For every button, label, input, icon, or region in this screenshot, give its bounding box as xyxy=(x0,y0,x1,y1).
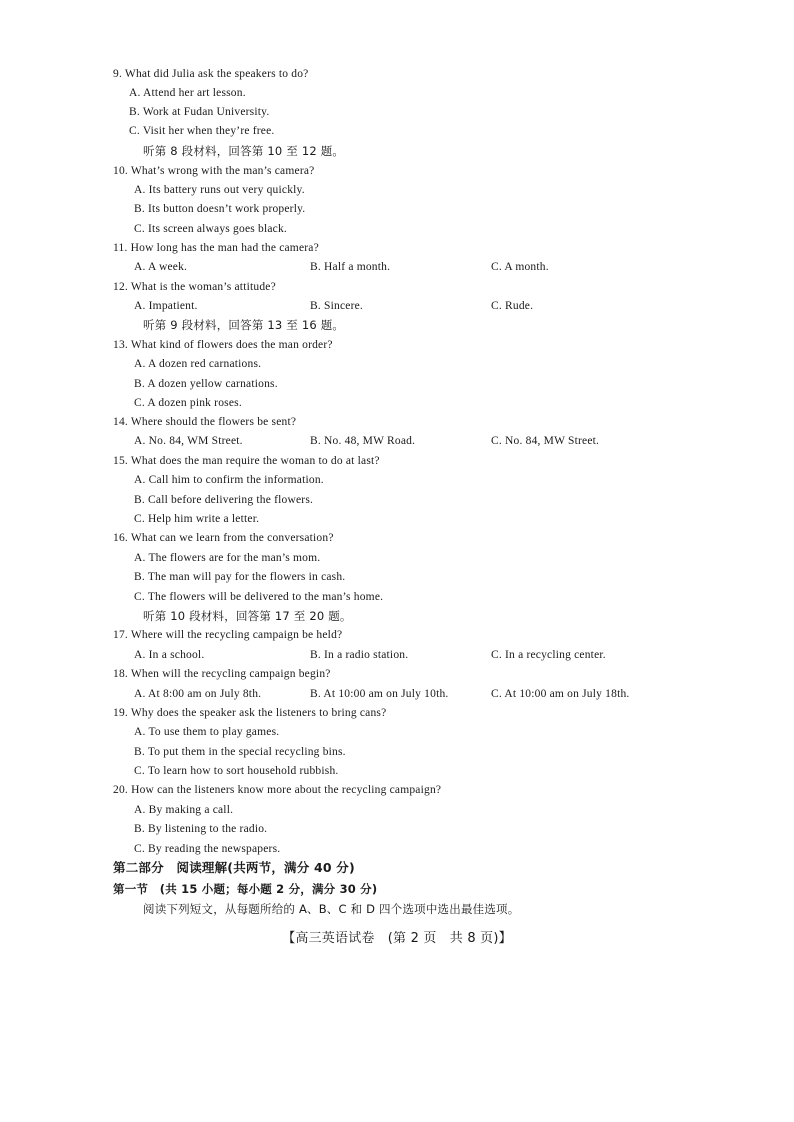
option: C. By reading the newspapers. xyxy=(134,843,281,855)
question-12: 12. What is the woman’s attitude? xyxy=(113,281,276,293)
option: C. A dozen pink roses. xyxy=(134,397,242,409)
option: A. The flowers are for the man’s mom. xyxy=(134,552,321,564)
option: C. Visit her when they’re free. xyxy=(129,125,275,137)
option: C. No. 84, MW Street. xyxy=(491,435,600,447)
option: A. Attend her art lesson. xyxy=(129,87,246,99)
option: B. Sincere. xyxy=(310,300,363,312)
option: B. Call before delivering the flowers. xyxy=(134,494,314,506)
option: B. In a radio station. xyxy=(310,649,409,661)
option: C. In a recycling center. xyxy=(491,649,606,661)
question-14: 14. Where should the flowers be sent? xyxy=(113,416,297,428)
option: C. The flowers will be delivered to the man’s home. xyxy=(134,591,384,603)
page-footer: 【高三英语试卷 (第 2 页 共 8 页)】 xyxy=(282,931,512,946)
option: A. At 8:00 am on July 8th. xyxy=(134,688,262,700)
option: A. Call him to confirm the information. xyxy=(134,474,324,486)
option: B. A dozen yellow carnations. xyxy=(134,378,278,390)
option: A. To use them to play games. xyxy=(134,726,280,738)
instruction-segment-8: 听第 8 段材料，回答第 10 至 12 题。 xyxy=(143,144,345,158)
option: A. A dozen red carnations. xyxy=(134,358,262,370)
option: B. To put them in the special recycling bins. xyxy=(134,746,346,758)
question-19: 19. Why does the speaker ask the listeners to bring cans? xyxy=(113,707,387,719)
option: A. In a school. xyxy=(134,649,205,661)
option: C. Rude. xyxy=(491,300,534,312)
option: A. By making a call. xyxy=(134,804,234,816)
question-10: 10. What’s wrong with the man’s camera? xyxy=(113,165,315,177)
option: A. No. 84, WM Street. xyxy=(134,435,243,447)
option: A. Impatient. xyxy=(134,300,198,312)
option: C. At 10:00 am on July 18th. xyxy=(491,688,630,700)
option: A. A week. xyxy=(134,261,188,273)
option: B. No. 48, MW Road. xyxy=(310,435,416,447)
instruction-segment-9: 听第 9 段材料，回答第 13 至 16 题。 xyxy=(143,318,345,332)
instruction-segment-10: 听第 10 段材料，回答第 17 至 20 题。 xyxy=(143,609,352,623)
question-20: 20. How can the listeners know more about the recycling campaign? xyxy=(113,784,442,796)
option: B. The man will pay for the flowers in cash. xyxy=(134,571,346,583)
option: C. Its screen always goes black. xyxy=(134,223,287,235)
question-9: 9. What did Julia ask the speakers to do? xyxy=(113,68,309,80)
option: B. By listening to the radio. xyxy=(134,823,268,835)
question-16: 16. What can we learn from the conversation? xyxy=(113,532,334,544)
option: C. Help him write a letter. xyxy=(134,513,260,525)
reading-directions: 阅读下列短文，从每题所给的 A、B、C 和 D 四个选项中选出最佳选项。 xyxy=(143,902,520,916)
question-18: 18. When will the recycling campaign begin? xyxy=(113,668,331,680)
option: C. To learn how to sort household rubbish. xyxy=(134,765,339,777)
part-2-title: 第二部分 阅读理解(共两节，满分 40 分) xyxy=(113,860,355,875)
option: A. Its battery runs out very quickly. xyxy=(134,184,305,196)
option: B. Half a month. xyxy=(310,261,391,273)
option: C. A month. xyxy=(491,261,549,273)
option: B. Its button doesn’t work properly. xyxy=(134,203,306,215)
option: B. At 10:00 am on July 10th. xyxy=(310,688,449,700)
question-15: 15. What does the man require the woman to do at last? xyxy=(113,455,380,467)
option: B. Work at Fudan University. xyxy=(129,106,270,118)
question-11: 11. How long has the man had the camera? xyxy=(113,242,319,254)
section-1-title: 第一节 (共 15 小题；每小题 2 分，满分 30 分) xyxy=(113,882,378,896)
question-17: 17. Where will the recycling campaign be held? xyxy=(113,629,343,641)
question-13: 13. What kind of flowers does the man order? xyxy=(113,339,333,351)
